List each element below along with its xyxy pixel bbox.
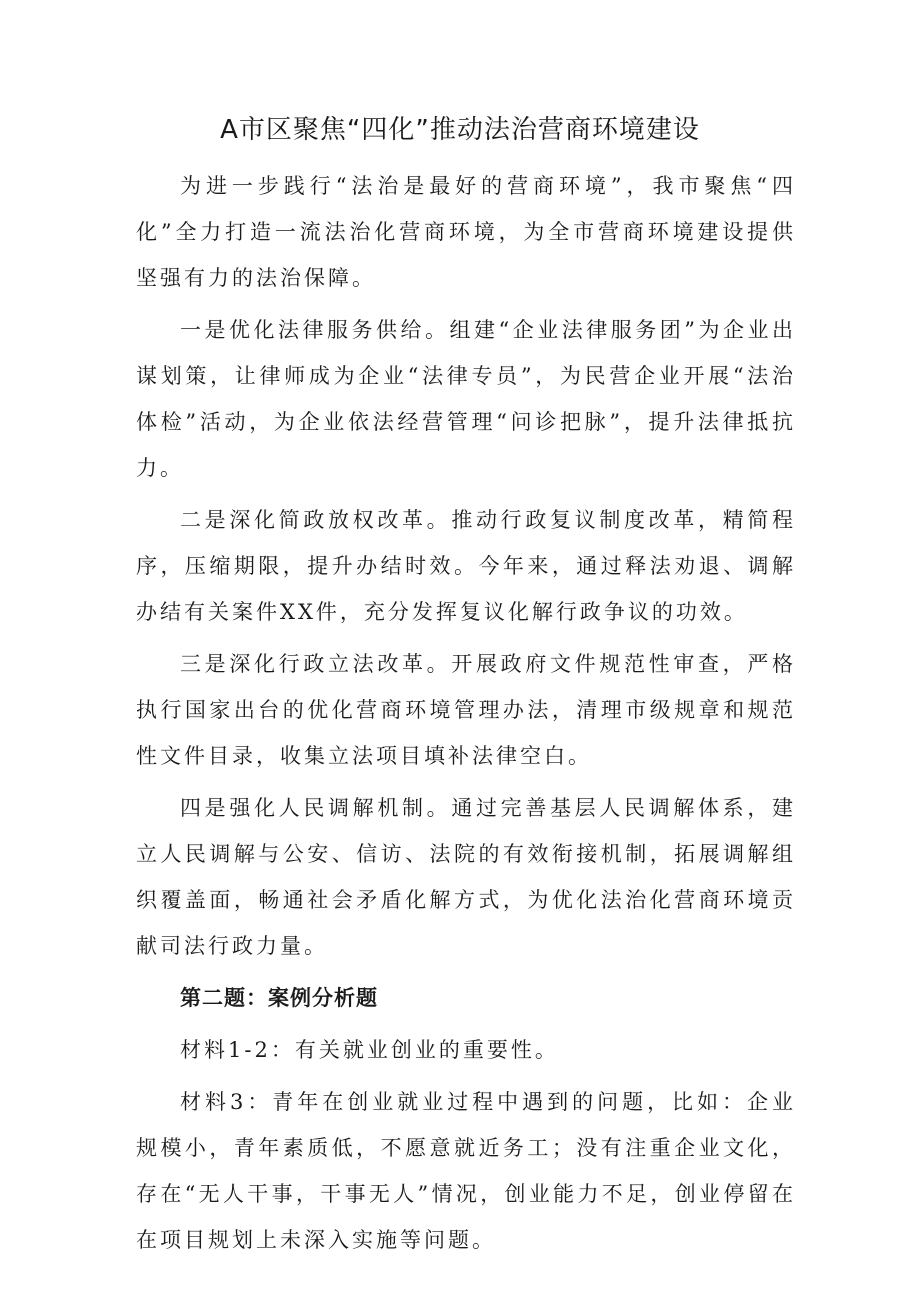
paragraph-point-4: 四是强化人民调解机制。通过完善基层人民调解体系，建立人民调解与公安、信访、法院的有效衔接机制，拓展调解组织覆盖面，畅通社会矛盾化解方式，为优化法治化营商环境贡献司法行政力量。 bbox=[136, 796, 796, 958]
intro-paragraph: 为进一步践行“法治是最好的营商环境”，我市聚焦“四化”全力打造一流法治化营商环境，为全市营商环境建设提供坚强有力的法治保障。 bbox=[136, 174, 796, 290]
material-3: 材料3：青年在创业就业过程中遇到的问题，比如：企业规模小，青年素质低，不愿意就近务工；没有注重企业文化，存在“无人干事，干事无人”情况，创业能力不足，创业停留在在项目规划上未深入实施等问题。 bbox=[136, 1090, 796, 1252]
paragraph-point-3: 三是深化行政立法改革。开展政府文件规范性审查，严格执行国家出台的优化营商环境管理办法，清理市级规章和规范性文件目录，收集立法项目填补法律空白。 bbox=[136, 652, 796, 768]
section-heading: 第二题：案例分析题 bbox=[180, 986, 378, 1010]
material-1-2: 材料1-2：有关就业创业的重要性。 bbox=[180, 1038, 559, 1062]
paragraph-point-2: 二是深化简政放权改革。推动行政复议制度改革，精简程序，压缩期限，提升办结时效。今年来，通过释法劝退、调解办结有关案件XX件，充分发挥复议化解行政争议的功效。 bbox=[136, 508, 796, 624]
document-title: A市区聚焦“四化”推动法治营商环境建设 bbox=[220, 115, 700, 145]
document-body bbox=[136, 163, 796, 1263]
paragraph-point-1: 一是优化法律服务供给。组建“企业法律服务团”为企业出谋划策，让律师成为企业“法律专员”，为民营企业开展“法治体检”活动，为企业依法经营管理“问诊把脉”，提升法律抵抗力。 bbox=[136, 318, 796, 480]
